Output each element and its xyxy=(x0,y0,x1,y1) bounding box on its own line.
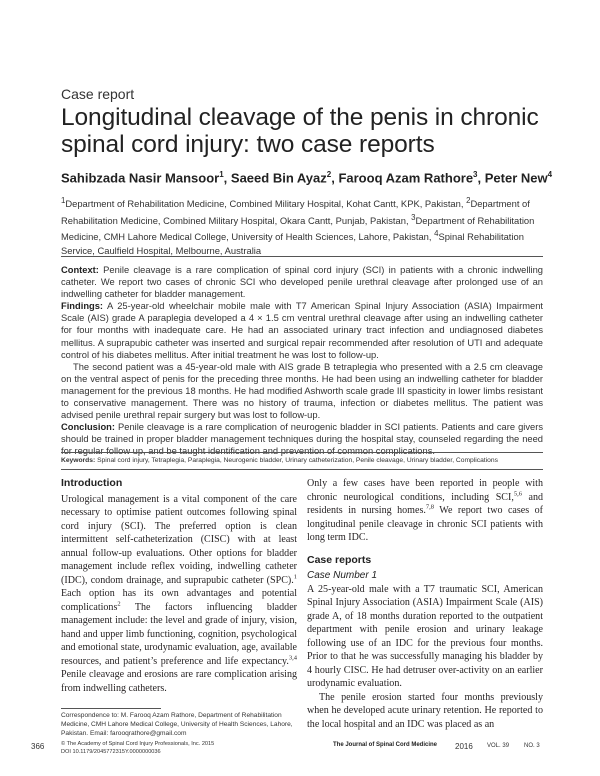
affil-sup: 1 xyxy=(61,196,66,205)
author-list: Sahibzada Nasir Mansoor$^1$, Saeed Bin Ayaz$^2$, Farooq Azam Rathore$^3$, Peter New$^4$ xyxy=(61,170,553,186)
text-run: Each option has its own advantages and potential complications xyxy=(61,588,297,613)
keywords-text: Spinal cord injury, Tetraplegia, Paraplegia, Neurogenic bladder, Urinary catheterization, Penile cleavage, Urinary bladder, Complications xyxy=(97,457,498,464)
paragraph: A 25-year-old male with a T7 traumatic SCI, American Spinal Injury Association (ASIA) Impairment Scale (AIS) grade A, of 18 months duration reported to the outpatient department with penile erosion and urinary leakage following use of an IDC for the previous four months. Prior to that he was successfully managing his bladder by 4 hourly CISC. He had detruser over-activity on an earlier urodynamic evaluation. xyxy=(307,583,543,689)
affiliation: Department of Rehabilitation Medicine, Combined Military Hospital, Kohat Cantt, KPK, Pakistan, xyxy=(65,198,467,210)
doi[interactable]: DOI 10.1179/2045772315Y.0000000036 xyxy=(61,749,161,755)
copyright xyxy=(61,740,214,756)
article-title: Longitudinal cleavage of the penis in chronic spinal cord injury: two case reports xyxy=(61,104,539,158)
author-sup: 4 xyxy=(547,170,553,179)
text-run: Penile cleavage and erosions are rare complication arising from indwelling catheters. xyxy=(61,669,297,694)
article-type-label: Case report xyxy=(61,86,135,102)
journal-name: The Journal of Spinal Cord Medicine xyxy=(333,742,438,748)
affiliation: Spinal Rehabilitation Service, Caulfield Hospital, Melbourne, Australia xyxy=(61,231,524,257)
citation[interactable]: 5,6 xyxy=(513,490,522,498)
findings-text: A 25-year-old wheelchair mobile male with T7 American Spinal Injury Association (ASIA) Impairment Scale (AIS) grade A paraplegia developed a 4 × 1.5 cm ventral urethral cleavage after using an indwelling catheter for four months with inadequate care. He had an associated urinary tract infection and undiagnosed diabetes mellitus. A suprapubic catheter was inserted and surgical repair recommended after resolution of UTI and adequate control of his diabetes mellitus. After initial treatment he was lost to follow-up. xyxy=(61,301,543,360)
subsection-heading: Case Number 1 xyxy=(307,570,378,581)
text-run: The factors influencing bladder management include: the level and grade of injury, vision, hand and upper limb functioning, cognition, psychological and emotional state, urodynamic evaluation, age, available resources, and patient’s preference and life expectancy. xyxy=(61,601,297,667)
author-sup: 3 xyxy=(473,170,478,179)
journal-volume xyxy=(487,743,509,749)
page-number: 366 xyxy=(31,742,45,751)
volume-value: 39 xyxy=(502,743,510,749)
footnote-divider xyxy=(61,708,161,709)
context-text: Penile cleavage is a rare complication of spinal cord injury (SCI) in patients with a chronic indwelling catheter. We report two cases of chronic SCI who developed penile urethral cleavage after prolonged use of an indwelling catheter for bladder management. xyxy=(61,265,543,300)
author-sup: 1 xyxy=(219,170,224,179)
divider xyxy=(61,256,543,257)
context-label: Context: xyxy=(61,265,99,275)
author-name: Farooq Azam Rathore xyxy=(338,170,474,186)
abstract-findings-2: The second patient was a 45-year-old male with AIS grade B tetraplegia who presented with a 2.5 cm cleavage on the ventral aspect of penis for the preceding three months. He had been using an indwelling catheter for bladder management for the previous 18 months. He had modified Ashworth scale grade III spasticity in lower limbs resistant to conservative management. There was no history of trauma, infection or diabetes mellitus. The patient was advised penile urethral repair surgery but was lost to follow-up. xyxy=(61,361,543,421)
divider xyxy=(61,452,543,453)
right-column xyxy=(307,477,543,731)
affil-sup: 4 xyxy=(434,229,439,239)
affil-sup: 2 xyxy=(466,196,471,205)
conclusion-label: Conclusion: xyxy=(61,422,115,433)
issue-value: 3 xyxy=(536,743,540,749)
text-run: and residents in nursing homes. xyxy=(307,491,543,516)
text-run: We report two cases of longitudinal penile cleavage in chronic SCI patients with long term IDC. xyxy=(307,505,544,543)
divider xyxy=(61,469,543,470)
citation[interactable]: 3,4 xyxy=(288,654,297,662)
journal-issue xyxy=(524,743,540,749)
correspondence: Correspondence to: M. Farooq Azam Rathore, Department of Rehabilitation Medicine, CMH Lahore Medical College, University of Health Sciences, Lahore, Pakistan. Email: farooqrathore@gmail.com xyxy=(61,712,293,737)
section-heading: Case reports xyxy=(307,553,372,566)
affiliations xyxy=(61,194,543,258)
text-run: Urological management is a vital component of the care necessary to optimise patient outcomes following spinal cord injury (SCI). The preferred option is clean intermittent self-catheterization (CISC) with at least annual follow-up evaluations. Other options for bladder management include reflex voiding, indwelling catheter (IDC), condom drainage, and suprapubic catheter (SPC). xyxy=(61,493,297,586)
citation[interactable]: 7,8 xyxy=(425,503,434,511)
text-run: Only a few cases have been reported in people with chronic neurological conditions, including SCI, xyxy=(307,478,543,503)
paragraph: The penile erosion started four months previously when he developed acute urinary retention. He reported to the local hospital and an IDC was placed as an xyxy=(307,691,543,730)
author-name: Peter New xyxy=(484,170,548,186)
citation[interactable]: 2 xyxy=(117,600,121,608)
copyright-text: © The Academy of Spinal Cord Injury Professionals, Inc. 2015 xyxy=(61,741,215,747)
affiliation: Department of Rehabilitation Medicine, Combined Military Hospital, Okara Cantt, Punjab, Pakistan, xyxy=(61,198,530,226)
author-name: Saeed Bin Ayaz xyxy=(230,170,327,186)
affil-sup: 3 xyxy=(411,212,416,222)
paragraph xyxy=(307,477,543,545)
abstract-context xyxy=(61,264,543,300)
left-column xyxy=(61,477,297,695)
keywords-label: Keywords: xyxy=(61,457,96,464)
author-name: Sahibzada Nasir Mansoor xyxy=(61,170,220,186)
keywords xyxy=(61,457,543,464)
paragraph xyxy=(61,493,297,696)
section-heading: Introduction xyxy=(61,477,123,489)
abstract-findings xyxy=(61,300,543,360)
conclusion-text: Penile cleavage is a rare complication of neurogenic bladder in SCI patients. Patients and care givers should be trained in proper bladder management techniques during the hospital stay, counseled regarding the need for regular follow up, and be taught identification and prevention of common complications. xyxy=(61,422,543,457)
citation[interactable]: 1 xyxy=(293,573,297,581)
affiliation: Department of Rehabilitation Medicine, CMH Lahore Medical College, University of Health Sciences, Lahore, Pakistan, xyxy=(61,214,535,243)
abstract xyxy=(61,264,543,458)
issue-label: NO. xyxy=(524,743,535,749)
author-sup: 2 xyxy=(326,170,332,179)
journal-year: 2016 xyxy=(455,742,473,751)
findings-label: Findings: xyxy=(61,301,104,312)
volume-label: VOL. xyxy=(487,743,501,749)
